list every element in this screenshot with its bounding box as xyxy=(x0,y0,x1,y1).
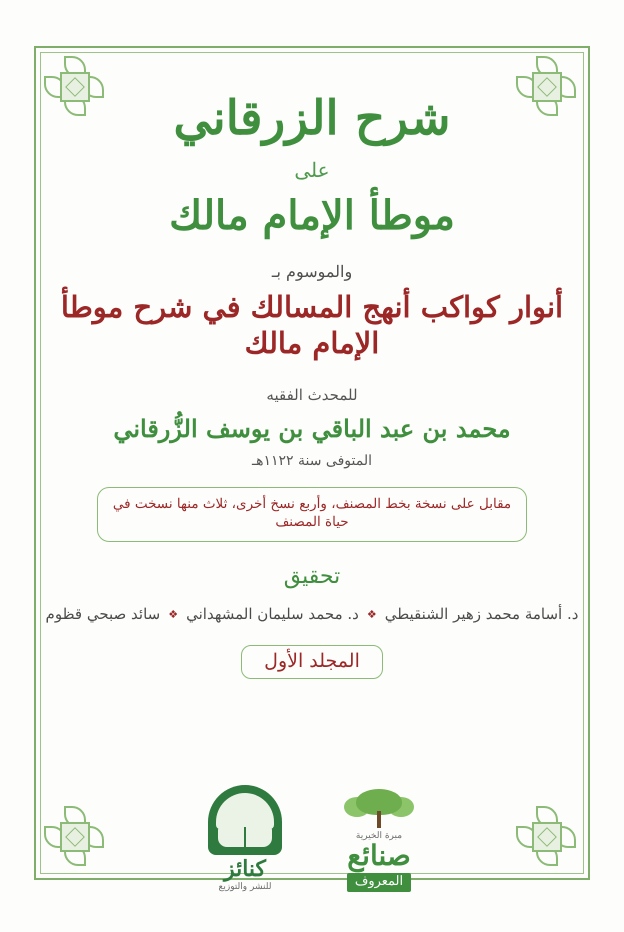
author-label: للمحدث الفقيه xyxy=(266,385,358,404)
alternate-title-label: والموسوم بـ xyxy=(271,262,353,282)
publisher-tagline: للنشر والتوزيع xyxy=(218,882,272,892)
collation-note: مقابل على نسخة بخط المصنف، وأربع نسخ أخرى، ثلاث منها نسخت في حياة المصنف xyxy=(97,487,527,543)
tree-icon xyxy=(342,789,416,829)
author-death-year: المتوفى سنة ١١٢٢هـ xyxy=(252,452,372,469)
alternate-title: أنوار كواكب أنهج المسالك في شرح موطأ الإمام مالك xyxy=(60,290,564,361)
cover-content xyxy=(45,70,579,860)
book-subject-title: موطأ الإمام مالك xyxy=(169,192,455,240)
publisher-strip-label: المعروف xyxy=(347,873,411,892)
mosque-dome-book-icon xyxy=(208,785,282,855)
book-title: شرح الزرقاني xyxy=(173,91,451,146)
publisher-logo-kanaez xyxy=(208,785,282,892)
editor-name: د. محمد سليمان المشهداني xyxy=(186,605,359,624)
editor-separator-icon: ❖ xyxy=(168,607,179,621)
editor-separator-icon: ❖ xyxy=(366,607,377,621)
volume-badge: المجلد الأول xyxy=(241,645,383,679)
publisher-name: كنائز xyxy=(223,856,267,882)
publisher-logos xyxy=(0,785,624,892)
author-name: محمد بن عبد الباقي بن يوسف الزُّرقاني xyxy=(113,413,511,443)
publisher-name: صنائع xyxy=(347,839,411,872)
verification-label: تحقيق xyxy=(283,564,341,590)
editors-list xyxy=(45,605,579,624)
publisher-logo-sanai-almaruf xyxy=(342,789,416,892)
editor-name: سائد صبحي قظوم xyxy=(45,605,161,624)
editor-name: د. أسامة محمد زهير الشنقيطي xyxy=(384,605,579,624)
title-preposition: على xyxy=(294,158,330,183)
publisher-small-line: مبرة الخيرية xyxy=(355,831,403,841)
